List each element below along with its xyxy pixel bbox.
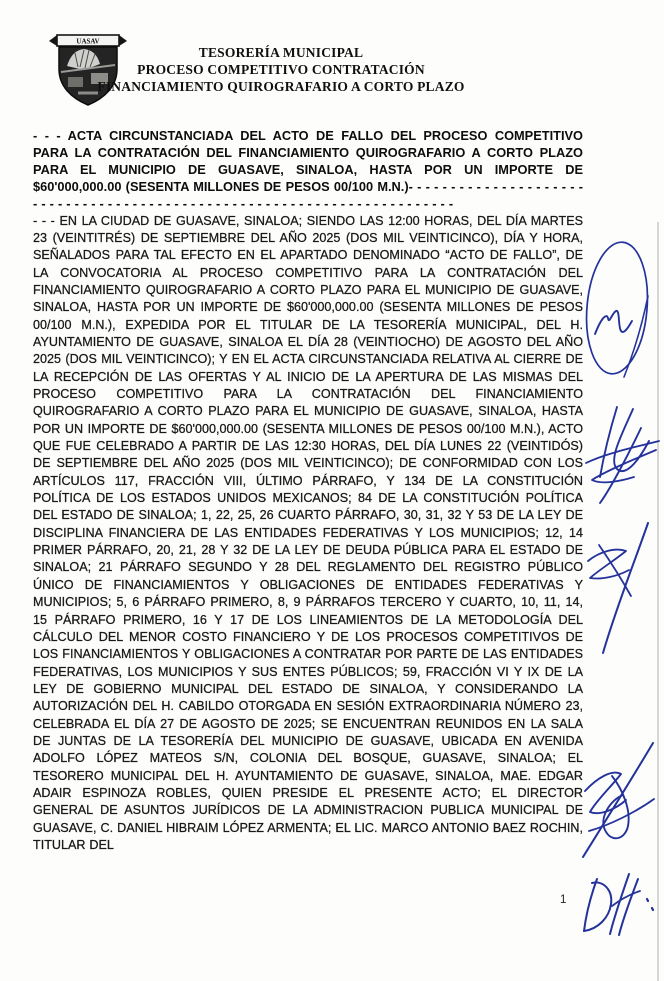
scan-edge-line	[657, 222, 659, 981]
page-number: 1	[560, 894, 567, 906]
act-title	[33, 127, 583, 212]
signature-scribble-3	[583, 743, 654, 857]
financing-subtitle: FINANCIAMIENTO QUIROGRAFARIO A CORTO PLAZO	[97, 79, 465, 94]
dash-fill: - - - - - - - - - - - - - - - - - - - - - - - - - - - - - - - - - - - - - - - - - - - - - - - - - - - - - - - - - - - - - - - - - - - - - - - -	[33, 178, 583, 211]
document-header	[36, 44, 526, 95]
act-body-text: - - - EN LA CIUDAD DE GUASAVE, SINALOA; SIENDO LAS 12:00 HORAS, DEL DÍA MARTES 23 (VEINTITRÉS) DE SEPTIEMBRE DEL AÑO 2025 (DOS MIL VEINTICINCO), DÍA Y HORA, SEÑALADOS PARA TAL EFECTO EN EL APARTADO DENOMINADO “ACTO DE FALLO”, DE LA CONVOCATORIA AL PROCESO COMPETITIVO PARA LA CONTRATACIÓN DEL FINANCIAMIENTO QUIROGRAFARIO A CORTO PLAZO PARA EL MUNICIPIO DE GUASAVE, SINALOA, HASTA POR UN IMPORTE DE $60'000,000.00 (SESENTA MILLONES DE PESOS 00/100 M.N.), EXPEDIDA POR EL TITULAR DE LA TESORERÍA MUNICIPAL, DEL H. AYUNTAMIENTO DE GUASAVE, SINALOA EL DÍA 28 (VEINTIOCHO) DE AGOSTO DEL AÑO 2025 (DOS MIL VEINTICINCO); Y EN EL ACTA CIRCUNSTANCIADA RELATIVA AL CIERRE DE LA RECEPCIÓN DE LAS OFERTAS Y AL INICIO DE LA APERTURA DE LAS MISMAS DEL PROCESO COMPETITIVO PARA LA CONTRATACIÓN DEL FINANCIAMIENTO QUIROGRAFARIO A CORTO PLAZO PARA EL MUNICIPIO DE GUASAVE, SINALOA, HASTA POR UN IMPORTE DE $60'000,000.00 (SESENTA MILLONES DE PESOS 00/100 M.N.), ACTO QUE FUE CELEBRADO A PARTIR DE LAS 12:30 HORAS, DEL DÍA LUNES 22 (VEINTIDÓS) DE SEPTIEMBRE DEL AÑO 2025 (DOS MIL VEINTICINCO); DE CONFORMIDAD CON LOS ARTÍCULOS 117, FRACCIÓN VIII, ÚLTIMO PÁRRAFO, Y 134 DE LA CONSTITUCIÓN POLÍTICA DE LOS ESTADOS UNIDOS MEXICANOS; 84 DE LA CONSTITUCIÓN POLÍTICA DEL ESTADO DE SINALOA; 1, 22, 25, 26 CUARTO PÁRRAFO, 30, 31, 32 Y 53 DE LA LEY DE DISCIPLINA FINANCIERA DE LAS ENTIDADES FEDERATIVAS Y LOS MUNICIPIOS; 12, 14 PRIMER PÁRRAFO, 20, 21, 28 Y 32 DE LA LEY DE DEUDA PÚBLICA PARA EL ESTADO DE SINALOA; 21 PÁRRAFO SEGUNDO Y 28 DEL REGLAMENTO DEL REGISTRO PÚBLICO ÚNICO DE FINANCIAMIENTOS Y OBLIGACIONES DE ENTIDADES FEDERATIVAS Y MUNICIPIOS; 5, 6 PÁRRAFO PRIMERO, 8, 9 PÁRRAFOS TERCERO Y CUARTO, 10, 11, 14, 15 PÁRRAFO PRIMERO, 16 Y 17 DE LOS LINEAMIENTOS DE LA METODOLOGÍA DEL CÁLCULO DEL MENOR COSTO FINANCIERO Y DE LOS PROCESOS COMPETITIVOS DE LOS FINANCIAMIENTOS Y OBLIGACIONES A CONTRATAR POR PARTE DE LAS ENTIDADES FEDERATIVAS, LOS MUNICIPIOS Y SUS ENTES PÚBLICOS; 59, FRACCIÓN VI Y IX DE LA LEY DE GOBIERNO MUNICIPAL DEL ESTADO DE SINALOA, Y CONSIDERANDO LA AUTORIZACIÓN DEL H. CABILDO OTORGADA EN SESIÓN EXTRAORDINARIA NÚMERO 23, CELEBRADA EL DÍA 27 DE AGOSTO DE 2025; SE ENCUENTRAN REUNIDOS EN LA SALA DE JUNTAS DE LA TESORERÍA DEL MUNICIPIO DE GUASAVE, UBICADA EN AVENIDA ADOLFO LÓPEZ MATEOS S/N, COLONIA DEL BOSQUE, GUASAVE, SINALOA; EL TESORERO MUNICIPAL DEL H. AYUNTAMIENTO DE GUASAVE, SINALOA, MAE. EDGAR ADAIR ESPINOZA ROBLES, QUIEN PRESIDE EL PRESENTE ACTO; EL DIRECTOR GENERAL DE ASUNTOS JURÍDICOS DE LA ADMINISTRACION PUBLICA MUNICIPAL DE GUASAVE, C. DANIEL HIBRAIM LÓPEZ ARMENTA; EL LIC. MARCO ANTONIO BAEZ ROCHIN, TITULAR DEL	[33, 213, 583, 852]
org-title: TESORERÍA MUNICIPAL	[198, 45, 364, 60]
signature-scribble-2	[588, 523, 648, 653]
process-subtitle: PROCESO COMPETITIVO CONTRATACIÓN	[137, 62, 425, 77]
signature-ellipse-mark	[581, 240, 652, 377]
reviewer-initials-mark	[584, 874, 653, 935]
act-title-text: - - - ACTA CIRCUNSTANCIADA DEL ACTO DE FALLO DEL PROCESO COMPETITIVO PARA LA CONTRATACIÓN DEL FINANCIAMIENTO QUIROGRAFARIO A CORTO PLAZO PARA EL MUNICIPIO DE GUASAVE, SINALOA, HASTA POR UN IMPORTE DE $60'000,000.00 (SESENTA MILLONES DE PESOS 00/100 M.N.)	[33, 127, 583, 194]
logo-banner-text: UASAV	[76, 37, 100, 46]
signature-scribble-1	[586, 407, 659, 503]
